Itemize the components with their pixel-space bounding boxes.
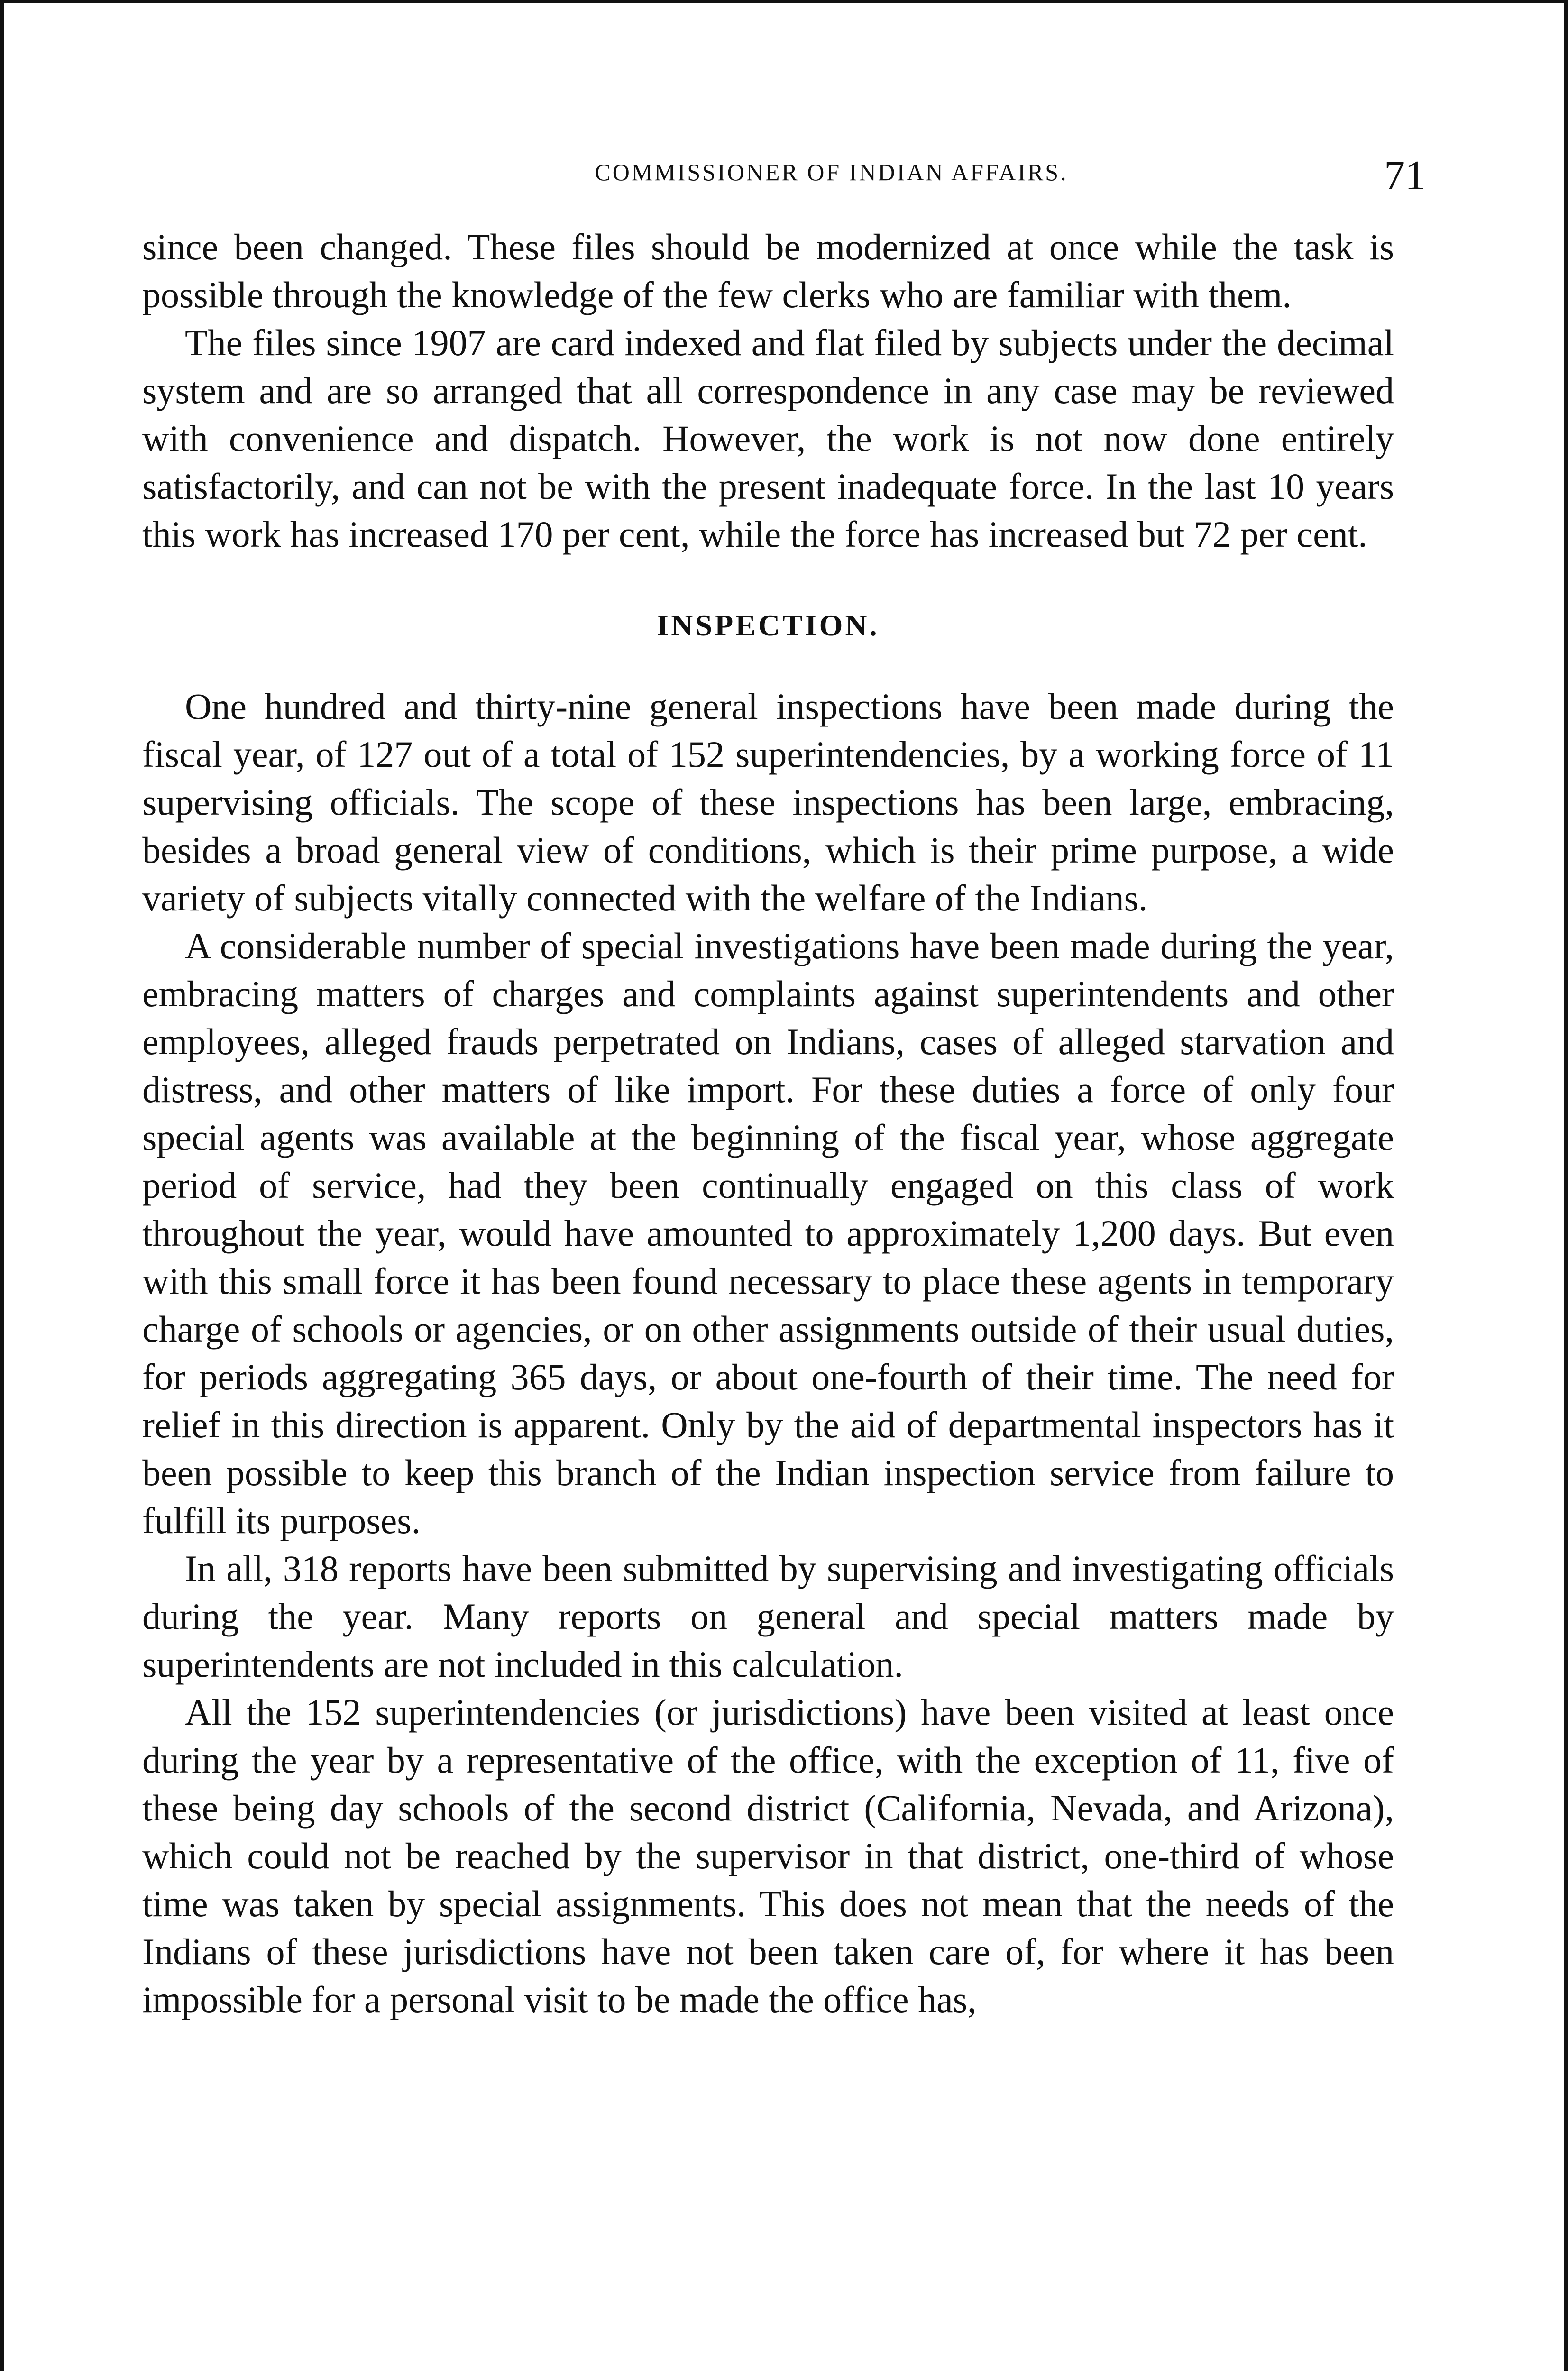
page-header bbox=[142, 152, 1426, 204]
running-head: COMMISSIONER OF INDIAN AFFAIRS. bbox=[595, 159, 1068, 185]
paragraph-special-investigations: A considerable number of special investigations have been made during the year, embracing matters of charges and complaints against superintendents and other employees, alleged frauds perpetrated on Indians, cases of alleged starvation and distress, and other matters of like import. For these duties a force of only four special agents was available at the beginning of the fiscal year, whose aggregate period of service, had they been continually engaged on this class of work throughout the year, would have amounted to approximately 1,200 days. But even with this small force it has been found necessary to place these agents in temporary charge of schools or agencies, or on other assignments outside of their usual duties, for periods aggregating 365 days, or about one-fourth of their time. The need for relief in this direction is apparent. Only by the aid of departmental inspectors has it been possible to keep this branch of the Indian inspection service from failure to fulfill its purposes. bbox=[142, 925, 1394, 1541]
page-number: 71 bbox=[1384, 153, 1426, 199]
paragraph-files: The files since 1907 are card indexed and flat filed by subjects under the decimal system and are so arranged that all correspondence in any case may be reviewed with convenience and dispatch. However, the work is not now done entirely satisfactorily, and can not be with the present inadequate force. In the last 10 years this work has increased 170 per cent, while the force has increased but 72 per cent. bbox=[142, 322, 1394, 555]
paragraph-continued: since been changed. These files should be modernized at once while the task is possible through the knowledge of the few clerks who are familiar with them. bbox=[142, 226, 1394, 315]
section-heading-inspection: INSPECTION. bbox=[657, 608, 880, 642]
paragraph-general-inspections: One hundred and thirty-nine general inspections have been made during the fiscal year, of 127 out of a total of 152 superintendencies, by a working force of 11 supervising officials. The scope of these inspections has been large, embracing, besides a broad general view of conditions, which is their prime purpose, a wide variety of subjects vitally connected with the welfare of the Indians. bbox=[142, 686, 1394, 919]
paragraph-superintendencies: All the 152 superintendencies (or jurisdictions) have been visited at least once during the year by a representative of the office, with the exception of 11, five of these being day schools of the second district (California, Nevada, and Arizona), which could not be reached by the supervisor in that district, one-third of whose time was taken by special assignments. This does not mean that the needs of the Indians of these jurisdictions have not been taken care of, for where it has been impossible for a personal visit to be made the office has, bbox=[142, 1691, 1394, 2020]
paragraph-reports: In all, 318 reports have been submitted by supervising and investigating officials during the year. Many reports on general and special matters made by superintendents are not included in this calculation. bbox=[142, 1548, 1394, 1685]
body-text bbox=[142, 223, 1394, 2023]
